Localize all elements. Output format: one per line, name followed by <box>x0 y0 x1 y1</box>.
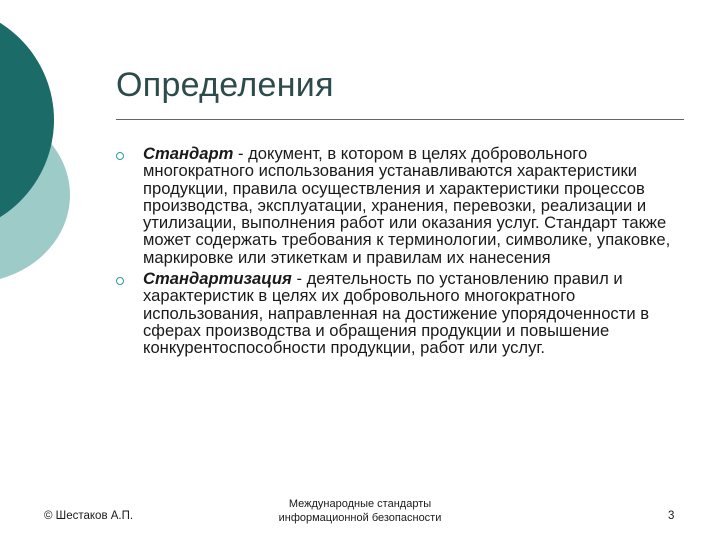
definition-text <box>143 270 688 356</box>
definition-standard: документ, в котором в целях добровольного многократного использования устанавливаются характеристики продукции, правила осуществления и характеристики процессов производства, эксплуатации, хранения, перевозки, реализации и утилизации, выполнения работ или оказания услуг. Стандарт также может содержать требования к терминологии, символике, упаковке, маркировке или этикеткам и правилам их нанесения <box>143 144 671 267</box>
definitions-list <box>116 145 688 361</box>
list-item-standard <box>116 145 688 266</box>
definition-standardization: деятельность по установлению правил и характеристик в целях их добровольного многократного использования, направленная на достижение упорядоченности в сферах производства и обращения продукции и повышение конкурентоспособности продукции, работ или услуг. <box>143 269 650 358</box>
term-separator: - <box>291 269 307 289</box>
definition-text <box>143 145 688 266</box>
circle-bullet-icon <box>116 152 124 160</box>
footer-author: © Шестаков А.П. <box>44 510 134 522</box>
term-standard: Стандарт <box>143 144 234 163</box>
footer-course-line-2: информационной безопасности <box>278 512 442 524</box>
footer-course-line-1: Международные стандарты <box>288 498 432 510</box>
term-standardization: Стандартизация <box>143 269 292 289</box>
list-item-standardization <box>116 270 688 356</box>
title-divider <box>116 119 684 120</box>
slide-title: Определения <box>116 66 334 104</box>
decorative-circles <box>0 0 110 300</box>
footer-course-title <box>250 497 470 525</box>
page-number: 3 <box>668 510 675 522</box>
circle-bullet-icon <box>116 277 124 285</box>
term-separator: - <box>233 144 249 163</box>
